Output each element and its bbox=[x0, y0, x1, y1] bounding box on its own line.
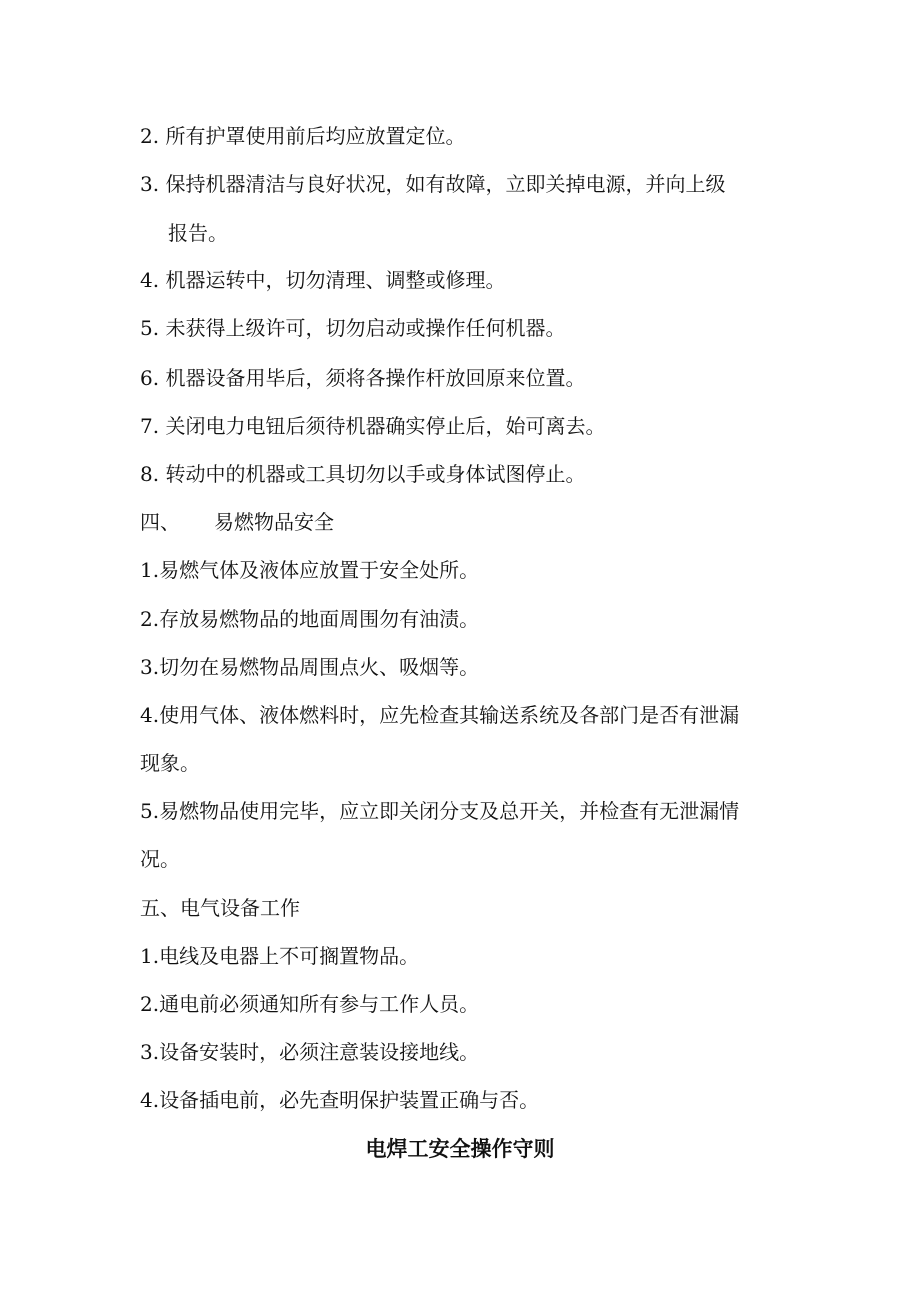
list-item-continuation: 现象。 bbox=[140, 751, 200, 775]
list-item: 5. 未获得上级许可，切勿启动或操作任何机器。 bbox=[140, 316, 566, 340]
document-title: 电焊工安全操作守则 bbox=[365, 1137, 555, 1161]
list-item: 3.切勿在易燃物品周围点火、吸烟等。 bbox=[140, 655, 480, 679]
list-item: 1.电线及电器上不可搁置物品。 bbox=[140, 944, 420, 968]
list-item-continuation: 报告。 bbox=[168, 221, 228, 245]
list-item: 5.易燃物品使用完毕，应立即关闭分支及总开关，并检查有无泄漏情 bbox=[140, 799, 740, 823]
list-item: 2.通电前必须通知所有参与工作人员。 bbox=[140, 992, 480, 1016]
list-item: 6. 机器设备用毕后，须将各操作杆放回原来位置。 bbox=[140, 366, 586, 390]
list-item: 2. 所有护罩使用前后均应放置定位。 bbox=[140, 124, 466, 148]
section-title: 易燃物品安全 bbox=[214, 510, 334, 534]
list-item: 4. 机器运转中，切勿清理、调整或修理。 bbox=[140, 268, 506, 292]
list-item: 7. 关闭电力电钮后须待机器确实停止后，始可离去。 bbox=[140, 414, 606, 438]
list-item: 3.设备安装时，必须注意装设接地线。 bbox=[140, 1040, 480, 1064]
list-item: 2.存放易燃物品的地面周围勿有油渍。 bbox=[140, 607, 480, 631]
section-number: 四、 bbox=[140, 510, 180, 534]
list-item: 4.设备插电前，必先查明保护装置正确与否。 bbox=[140, 1088, 540, 1112]
list-item-continuation: 况。 bbox=[140, 847, 180, 871]
list-item: 1.易燃气体及液体应放置于安全处所。 bbox=[140, 558, 480, 582]
section-heading: 五、电气设备工作 bbox=[140, 896, 300, 920]
list-item: 3. 保持机器清洁与良好状况，如有故障，立即关掉电源，并向上级 bbox=[140, 172, 726, 196]
list-item: 4.使用气体、液体燃料时，应先检查其输送系统及各部门是否有泄漏 bbox=[140, 703, 740, 727]
section-heading bbox=[140, 510, 334, 534]
list-item: 8. 转动中的机器或工具切勿以手或身体试图停止。 bbox=[140, 462, 586, 486]
